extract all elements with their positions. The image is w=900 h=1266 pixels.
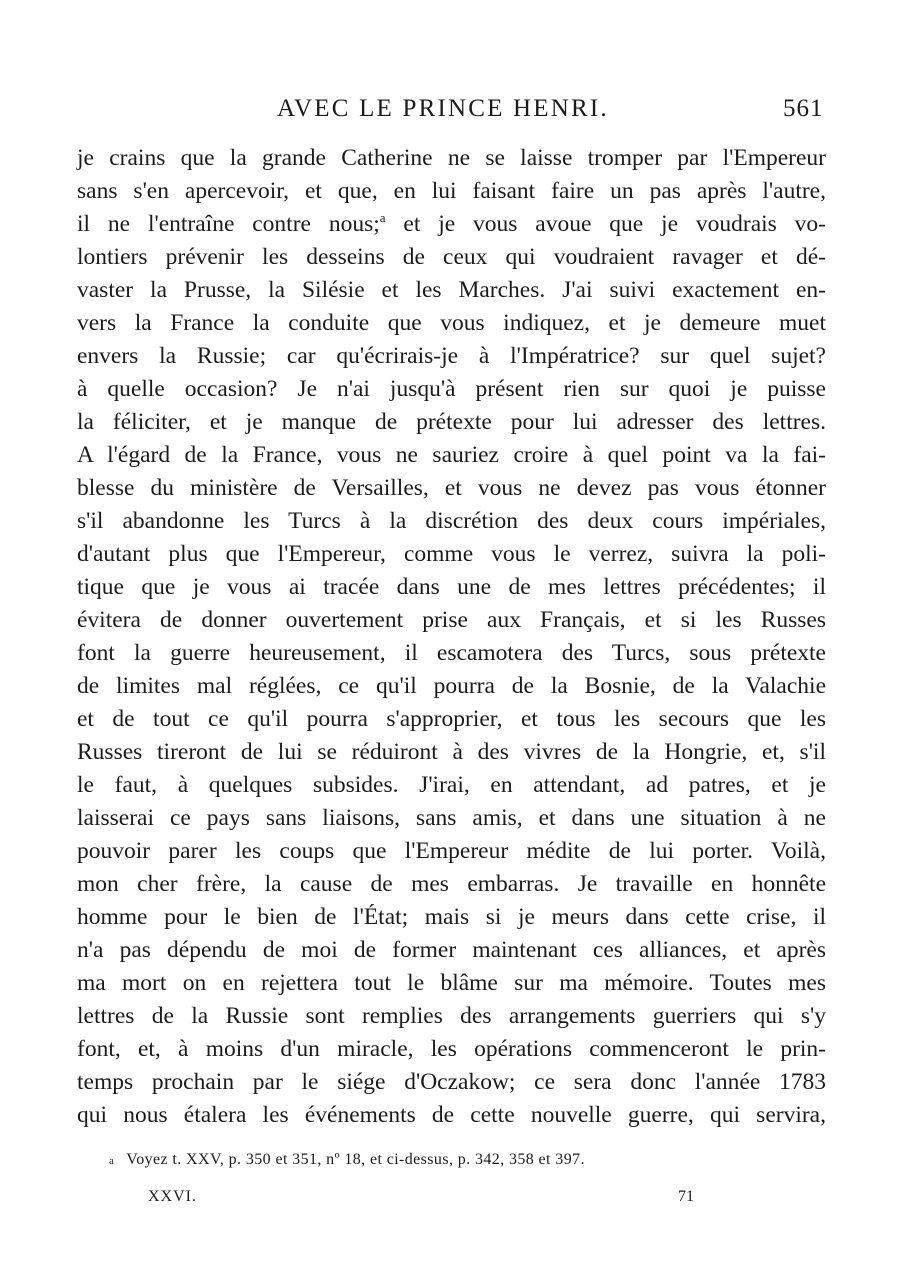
text-line-8: à quelle occasion? Je n'ai jusqu'à présent rien sur quoi je puisse xyxy=(77,376,826,402)
text-line-5: vaster la Prusse, la Silésie et les Marches. J'ai suivi exactement en- xyxy=(77,277,826,303)
text-line-19: Russes tireront de lui se réduiront à des vivres de la Hongrie, et, s'il xyxy=(77,739,826,765)
text-line-3 xyxy=(77,208,826,241)
text-line-3-end: et je vous avoue que je voudrais vo- xyxy=(403,211,826,237)
running-title: AVEC LE PRINCE HENRI. xyxy=(277,95,609,122)
text-line-24: homme pour le bien de l'État; mais si je meurs dans cette crise, il xyxy=(77,904,826,930)
text-line-9: la féliciter, et je manque de prétexte pour lui adresser des lettres. xyxy=(77,409,826,435)
text-line-12: s'il abandonne les Turcs à la discrétion des deux cours impériales, xyxy=(77,508,826,534)
text-line-3-start: il ne l'entraîne contre nous; xyxy=(77,211,380,237)
sheet-number: 71 xyxy=(678,1188,694,1205)
footnote xyxy=(109,1151,585,1169)
text-line-10: A l'égard de la France, vous ne sauriez croire à quel point va la fai- xyxy=(77,442,826,468)
text-line-26: ma mort on en rejettera tout le blâme sur ma mémoire. Toutes mes xyxy=(77,970,826,996)
text-line-27: lettres de la Russie sont remplies des arrangements guerriers qui s'y xyxy=(77,1003,826,1029)
text-line-20: le faut, à quelques subsides. J'irai, en attendant, ad patres, et je xyxy=(77,772,826,798)
text-line-17: de limites mal réglées, ce qu'il pourra de la Bosnie, de la Valachie xyxy=(77,673,826,699)
text-line-13: d'autant plus que l'Empereur, comme vous le verrez, suivra la poli- xyxy=(77,541,826,567)
signature-mark: XXVI. xyxy=(148,1188,197,1205)
text-line-14: tique que je vous ai tracée dans une de mes lettres précédentes; il xyxy=(77,574,826,600)
text-line-28: font, et, à moins d'un miracle, les opérations commenceront le prin- xyxy=(77,1036,826,1062)
text-line-2: sans s'en apercevoir, et que, en lui faisant faire un pas après l'autre, xyxy=(77,178,826,204)
text-line-22: pouvoir parer les coups que l'Empereur médite de lui porter. Voilà, xyxy=(77,838,826,864)
text-line-30: qui nous étalera les événements de cette nouvelle guerre, qui servira, xyxy=(77,1102,826,1128)
text-line-6: vers la France la conduite que vous indiquez, et je demeure muet xyxy=(77,310,826,336)
text-line-21: laisserai ce pays sans liaisons, sans amis, et dans une situation à ne xyxy=(77,805,826,831)
running-head xyxy=(0,95,900,129)
text-line-25: n'a pas dépendu de moi de former maintenant ces alliances, et après xyxy=(77,937,826,963)
page-number: 561 xyxy=(783,95,824,122)
footnote-text: Voyez t. XXV, p. 350 et 351, nº 18, et ci-dessus, p. 342, 358 et 397. xyxy=(126,1151,585,1168)
text-line-29: temps prochain par le siége d'Oczakow; ce sera donc l'année 1783 xyxy=(77,1069,826,1095)
text-line-15: évitera de donner ouvertement prise aux Français, et si les Russes xyxy=(77,607,826,633)
footnote-marker: a xyxy=(109,1155,115,1167)
text-line-4: lontiers prévenir les desseins de ceux qui voudraient ravager et dé- xyxy=(77,244,826,270)
text-line-1: je crains que la grande Catherine ne se laisse tromper par l'Empereur xyxy=(77,145,826,171)
body-text xyxy=(77,142,826,1132)
text-line-11: blesse du ministère de Versailles, et vous ne devez pas vous étonner xyxy=(77,475,826,501)
text-line-16: font la guerre heureusement, il escamotera des Turcs, sous prétexte xyxy=(77,640,826,666)
text-line-7: envers la Russie; car qu'écrirais-je à l'Impératrice? sur quel sujet? xyxy=(77,343,826,369)
text-line-18: et de tout ce qu'il pourra s'approprier, et tous les secours que les xyxy=(77,706,826,732)
footnote-reference: a xyxy=(379,210,386,226)
text-line-23: mon cher frère, la cause de mes embarras. Je travaille en honnête xyxy=(77,871,826,897)
